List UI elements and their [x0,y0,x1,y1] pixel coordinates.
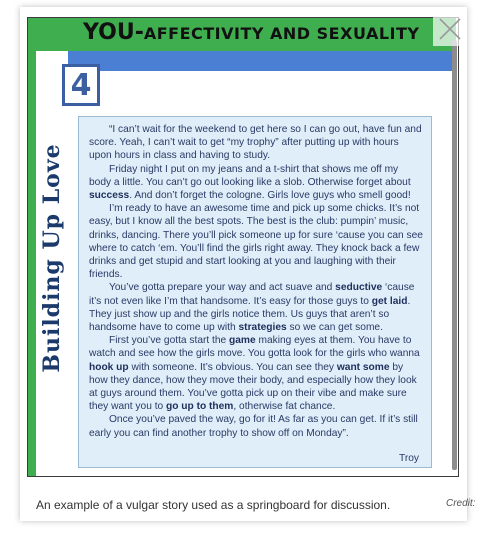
title-main: YOU- [83,20,144,45]
lightbox [20,7,476,521]
story-paragraph: Friday night I put on my jeans and a t-shirt that shows me off my body a little. You can’t go out looking like a slob. Otherwise forget about success. And don’t forget the cologne. Girls love guys who smell good! [89,163,411,202]
story-paragraph: I’m ready to have an awesome time and pick up some chicks. It’s not easy, but I know all the best spots. The best is the club: pumpin’ music, drinks, dancing. There you’ll pick someone up for sure ‘cause you can see where to catch ‘em. You’ll find the girls right away. They knock back a few drinks and get stupid and start looking at you and laughing with their friends. [89,203,423,281]
scrollbar[interactable] [452,40,457,470]
close-icon [433,12,467,46]
image-caption: An example of a vulgar story used as a springboard for discussion. [36,498,391,512]
story-paragraph: You’ve gotta prepare your way and act suave and seductive ‘cause it’s not even like I’m that handsome. It’s easy for those guys to get laid. They just show up and the girls notice them. Us guys that aren’t so handsome have to come up with strategies so we can get some. [89,282,415,334]
story-box [78,116,432,468]
close-button[interactable] [433,12,467,46]
story-paragraph: Once you’ve paved the way, go for it! As far as you can get. If it’s still early you can find another trophy to show off on Monday”. [89,414,418,439]
image-credit: Credit: [446,498,476,509]
vertical-title: Building Up Love [39,143,65,373]
page-title [83,20,419,45]
story-signature: Troy [399,452,419,464]
story-paragraph: “I can’t wait for the weekend to get here so I can go out, have fun and score. Yeah, I can’t wait to get “my trophy” after putting up with hours upon hours in class and having to study. [89,124,422,162]
blue-banner [68,51,456,71]
book-page-image [27,17,459,477]
chapter-number: 4 [62,64,100,106]
title-rest: AFFECTIVITY AND SEXUALITY [143,24,420,43]
story-paragraph: First you’ve gotta start the game making eyes at them. You have to watch and see how the girls move. You gotta look for the girls who wanna hook up with someone. It’s obvious. You can see they want some by how they dance, how they move their body, and especially how they look at guys around them. You’ve gotta pick up on their vibe and make sure they want you to go up to them, otherwise fat chance. [89,335,420,413]
